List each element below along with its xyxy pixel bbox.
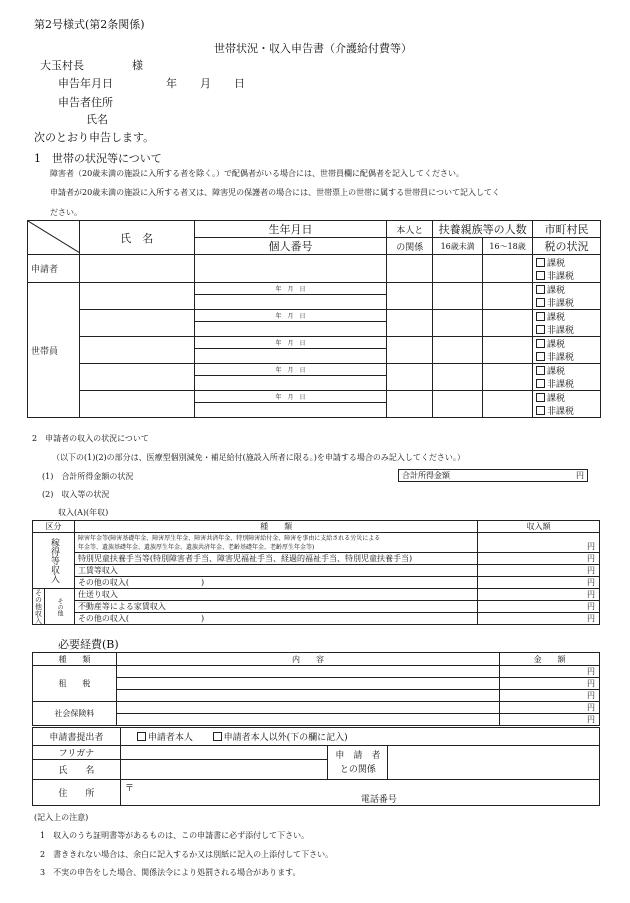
furigana-label: フリガナ (33, 746, 121, 760)
expense-insurance-label: 社会保険料 (33, 702, 117, 726)
untaxed-label: 非課税 (547, 380, 575, 390)
member4-relation-cell[interactable] (387, 364, 433, 391)
other-income-label (33, 589, 45, 625)
member2-tax-cell (533, 310, 601, 337)
member4-name-cell[interactable] (79, 364, 194, 391)
address-label: 申告者住所 (58, 96, 113, 109)
expense-kind-header: 種 類 (33, 653, 117, 666)
expense-caption: 必要経費(B) (58, 638, 119, 651)
untaxed-checkbox[interactable] (536, 406, 545, 415)
member2-mynumber-cell[interactable] (194, 322, 387, 337)
submitter-self-checkbox[interactable] (137, 732, 146, 741)
col-tax-header-1: 市町村民 (533, 221, 601, 238)
row-members-label: 世帯員 (28, 283, 80, 418)
col-dep-16-18: 16～18歳 (483, 238, 533, 255)
income-row-1-amount[interactable]: 円 (478, 533, 600, 553)
member3-mynumber-cell[interactable] (194, 349, 387, 364)
taxed-checkbox[interactable] (536, 285, 545, 294)
yen-unit: 円 (576, 471, 584, 480)
taxed-label: 課税 (547, 340, 566, 350)
diagonal-header-cell (28, 221, 80, 255)
submitter-table (32, 727, 600, 806)
other-income-sub-label (44, 589, 74, 625)
member1-relation-cell[interactable] (387, 283, 433, 310)
income-row-2-amount[interactable]: 円 (478, 553, 600, 565)
taxed-label: 課税 (547, 367, 566, 377)
section1-note2: 申請者が20歳未満の施設に入所する者又は、障害児の保護者の場合には、世帯票上の世帯に属する世帯員について記入してく (50, 188, 501, 197)
taxed-checkbox[interactable] (536, 312, 545, 321)
col-tax-header-2: 税の状況 (533, 238, 601, 255)
submitter-label: 申請書提出者 (33, 728, 121, 746)
applicant-dep-u16-cell[interactable] (433, 255, 483, 283)
note-3: 3 不実の申告をした場合、関係法令により処罰される場合があります。 (40, 868, 301, 877)
relation-label-2: との関係 (339, 764, 376, 775)
relation-input[interactable] (388, 746, 600, 780)
income-table (32, 520, 600, 625)
untaxed-label: 非課税 (547, 326, 575, 336)
day-label: 日 (234, 77, 245, 90)
untaxed-label: 非課税 (547, 407, 575, 417)
relation-label (328, 746, 388, 780)
total-income-item: (1) 合計所得金額の状況 (42, 472, 134, 481)
member5-mynumber-cell[interactable] (194, 403, 387, 418)
col-name-header: 氏 名 (79, 221, 194, 255)
untaxed-checkbox[interactable] (536, 271, 545, 280)
notes-heading: (記入上の注意) (34, 813, 89, 822)
income-row-4-amount[interactable]: 円 (478, 577, 600, 589)
applicant-tax-cell (533, 255, 601, 283)
member5-relation-cell[interactable] (387, 391, 433, 418)
applicant-dep-16-18-cell[interactable] (483, 255, 533, 283)
taxed-checkbox[interactable] (536, 339, 545, 348)
expense-table (32, 652, 600, 726)
income-row-7-amount[interactable]: 円 (478, 613, 600, 625)
expense-tax-amount-2[interactable]: 円 (500, 678, 600, 690)
untaxed-checkbox[interactable] (536, 379, 545, 388)
section2-heading: 2 申請者の収入の状況について (32, 434, 149, 443)
submitter-name-label: 氏 名 (33, 760, 121, 780)
expense-insurance-amount-2[interactable]: 円 (500, 714, 600, 726)
income-row-3-amount[interactable]: 円 (478, 565, 600, 577)
member2-name-cell[interactable] (79, 310, 194, 337)
member5-birth-cell[interactable]: 年 月 日 (194, 391, 387, 403)
page-title: 世帯状況・収入申告書（介護給付費等） (214, 42, 412, 55)
income-row-3-kind: 工賃等収入 (74, 565, 477, 577)
form-number: 第2号様式(第2条関係) (34, 18, 145, 31)
member3-dep-16-18-cell[interactable] (483, 337, 533, 364)
date-label: 申告年月日 (58, 77, 113, 90)
member1-name-cell[interactable] (79, 283, 194, 310)
diagonal-line (28, 221, 80, 253)
member4-mynumber-cell[interactable] (194, 376, 387, 391)
submitter-other-label: 申請者本人以外(下の欄に記入) (223, 733, 348, 743)
taxed-checkbox[interactable] (536, 366, 545, 375)
member5-dep-u16-cell[interactable] (433, 391, 483, 418)
other-income-text: その他収入 (34, 589, 43, 624)
furigana-input[interactable] (120, 746, 328, 760)
total-income-cell[interactable] (399, 470, 588, 482)
col-dependents-header: 扶養親族等の人数 (433, 221, 533, 238)
name-label: 氏名 (86, 113, 108, 126)
member2-birth-cell[interactable]: 年 月 日 (194, 310, 387, 322)
untaxed-label: 非課税 (547, 353, 575, 363)
postal-mark: 〒 (124, 784, 134, 794)
submitter-other-checkbox[interactable] (213, 732, 222, 741)
col-dep-under16: 16歳未満 (433, 238, 483, 255)
member1-mynumber-cell[interactable] (194, 295, 387, 310)
untaxed-checkbox[interactable] (536, 298, 545, 307)
total-income-box (398, 469, 588, 482)
income-row-4-kind: その他の収入( ) (74, 577, 477, 589)
submitter-name-input[interactable] (120, 760, 328, 780)
note-2: 2 書ききれない場合は、余白に記入するか又は別紙に記入の上添付して下さい。 (40, 850, 334, 859)
member1-tax-cell (533, 283, 601, 310)
col-relation-header-2: の関係 (387, 238, 433, 255)
section1-note1: 障害者（20歳未満の施設に入所する者を除く。）で配偶者がいる場合には、世帯員欄に配偶者を記入してください。 (50, 169, 465, 178)
member5-tax-cell (533, 391, 601, 418)
member5-name-cell[interactable] (79, 391, 194, 418)
member3-birth-cell[interactable]: 年 月 日 (194, 337, 387, 349)
member1-dep-u16-cell[interactable] (433, 283, 483, 310)
member2-dep-u16-cell[interactable] (433, 310, 483, 337)
member4-tax-cell (533, 364, 601, 391)
member3-dep-u16-cell[interactable] (433, 337, 483, 364)
col-kind-header: 種 類 (74, 521, 477, 533)
household-table (27, 220, 601, 418)
section1-note2-cont: ださい。 (50, 208, 82, 217)
member4-birth-cell[interactable]: 年 月 日 (194, 364, 387, 376)
note-1: 1 収入のうち証明書等があるものは、この申請書に必ず添付して下さい。 (40, 831, 310, 840)
submitter-address-label: 住 所 (33, 780, 121, 806)
income-row-6-kind: 不動産等による家賃収入 (74, 601, 477, 613)
member1-dep-16-18-cell[interactable] (483, 283, 533, 310)
taxed-label: 課税 (547, 258, 566, 269)
section2-note: （以下の(1)(2)の部分は、医療型個別減免・補足給付(施設入所者に限る。)を申請する場合のみ記入してください。） (52, 453, 465, 462)
expense-amount-header: 金 額 (500, 653, 600, 666)
taxable-income-label (33, 533, 75, 589)
expense-insurance-content-2[interactable] (116, 714, 499, 726)
member3-name-cell[interactable] (79, 337, 194, 364)
member3-relation-cell[interactable] (387, 337, 433, 364)
col-birth-header: 生年月日 (194, 221, 387, 238)
total-income-label: 合計所得金額 (402, 471, 450, 480)
expense-insurance-amount-1[interactable]: 円 (500, 702, 600, 714)
row-applicant-label: 申請者 (28, 255, 80, 283)
taxed-label: 課税 (547, 286, 566, 296)
income-status-item: (2) 収入等の状況 (42, 490, 110, 499)
untaxed-checkbox[interactable] (536, 352, 545, 361)
addressee: 大玉村長 (40, 59, 84, 72)
submitter-address-cell[interactable] (120, 780, 599, 806)
income-row-5-amount[interactable]: 円 (478, 589, 600, 601)
submitter-self-label: 申請者本人 (147, 733, 193, 743)
member5-dep-16-18-cell[interactable] (483, 391, 533, 418)
expense-tax-label: 租 税 (33, 666, 117, 702)
income-caption: 収入(A)(年収) (58, 508, 109, 517)
untaxed-label: 非課税 (547, 271, 575, 282)
income-row-1-line-b: 年金等、遺族基礎年金、遺族厚生年金、遺族共済年金、老齢基礎年金、老齢厚生年金等) (77, 543, 315, 551)
member4-dep-16-18-cell[interactable] (483, 364, 533, 391)
expense-tax-content-1[interactable] (116, 666, 499, 678)
taxed-label: 課税 (547, 313, 566, 323)
member1-birth-cell[interactable]: 年 月 日 (194, 283, 387, 295)
expense-insurance-content-1[interactable] (116, 702, 499, 714)
member2-dep-16-18-cell[interactable] (483, 310, 533, 337)
month-label: 月 (200, 77, 211, 90)
applicant-relation-cell[interactable] (387, 255, 433, 283)
untaxed-label: 非課税 (547, 299, 575, 309)
member2-relation-cell[interactable] (387, 310, 433, 337)
income-row-1-kind (74, 533, 477, 553)
member4-dep-u16-cell[interactable] (433, 364, 483, 391)
income-row-5-kind: 仕送り収入 (74, 589, 477, 601)
phone-label: 電話番号 (360, 795, 397, 805)
col-mynumber-header: 個人番号 (194, 238, 387, 255)
year-label: 年 (166, 77, 177, 90)
expense-content-header: 内 容 (116, 653, 499, 666)
submitter-options (120, 728, 599, 746)
section1-heading: 1 世帯の状況等について (34, 152, 162, 165)
other-income-sub-text: その他 (55, 597, 63, 616)
col-relation-header-1: 本人と (387, 221, 433, 238)
relation-label-1: 申 請 者 (335, 750, 381, 761)
taxed-label: 課税 (547, 394, 566, 404)
expense-tax-content-2[interactable] (116, 678, 499, 690)
expense-tax-amount-1[interactable]: 円 (500, 666, 600, 678)
untaxed-checkbox[interactable] (536, 325, 545, 334)
taxed-checkbox[interactable] (536, 258, 545, 267)
applicant-name-cell[interactable] (79, 255, 194, 283)
member3-tax-cell (533, 337, 601, 364)
expense-tax-amount-3[interactable]: 円 (500, 690, 600, 702)
addressee-honorific: 様 (132, 59, 143, 72)
taxable-income-text: 稼得等収入 (48, 538, 59, 583)
income-row-7-kind: その他の収入( ) (74, 613, 477, 625)
taxed-checkbox[interactable] (536, 393, 545, 402)
col-kubun-header: 区分 (33, 521, 75, 533)
applicant-birth-cell[interactable] (194, 255, 387, 283)
expense-tax-content-3[interactable] (116, 690, 499, 702)
declaration: 次のとおり申告します。 (34, 131, 155, 144)
income-row-1-line-a: 障害年金等(障害基礎年金、障害厚生年金、障害共済年金、特別障害給付金、障害を事由に支給される労災による (77, 534, 381, 542)
income-row-6-amount[interactable]: 円 (478, 601, 600, 613)
income-row-2-kind: 特別児童扶養手当等(特別障害者手当、障害児福祉手当、経過的福祉手当、特別児童扶養手当) (74, 553, 477, 565)
col-amount-header: 収入額 (478, 521, 600, 533)
